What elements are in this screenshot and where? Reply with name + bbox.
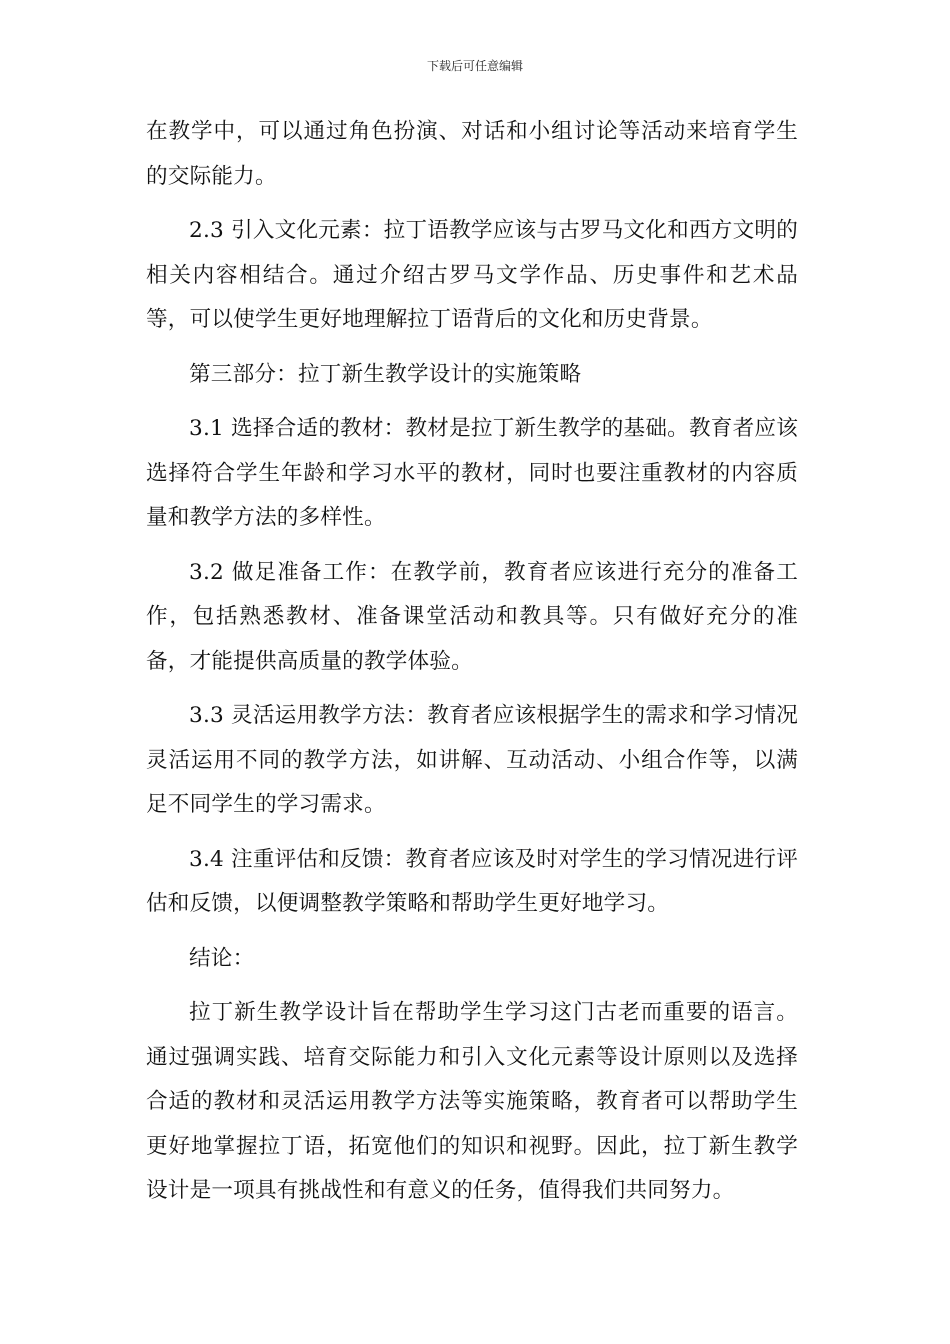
paragraph-3-2: 3.2 做足准备工作：在教学前，教育者应该进行充分的准备工作，包括熟悉教材、准备课堂活动和教具等。只有做好充分的准备，才能提供高质量的教学体验。	[146, 559, 798, 674]
paragraph-3-3: 3.3 灵活运用教学方法：教育者应该根据学生的需求和学习情况灵活运用不同的教学方法，如讲解、互动活动、小组合作等，以满足不同学生的学习需求。	[146, 703, 798, 817]
paragraph-3-1: 3.1 选择合适的教材：教材是拉丁新生教学的基础。教育者应该选择符合学生年龄和学习水平的教材，同时也要注重教材的内容质量和教学方法的多样性。	[146, 416, 798, 530]
page-header: 下载后可任意编辑	[426, 59, 523, 73]
section-heading-conclusion: 结论：	[189, 945, 255, 971]
paragraph-continuation: 在教学中，可以通过角色扮演、对话和小组讨论等活动来培育学生的交际能力。	[146, 119, 798, 189]
document-body	[146, 110, 798, 1224]
section-heading-part-3: 第三部分：拉丁新生教学设计的实施策略	[189, 361, 582, 387]
paragraph-conclusion: 拉丁新生教学设计旨在帮助学生学习这门古老而重要的语言。通过强调实践、培育交际能力和引入文化元素等设计原则以及选择合适的教材和灵活运用教学方法等实施策略，教育者可以帮助学生更好地掌握拉丁语，拓宽他们的知识和视野。因此，拉丁新生教学设计是一项具有挑战性和有意义的任务，值得我们共同努力。	[146, 1000, 798, 1203]
paragraph-2-3: 2.3 引入文化元素：拉丁语教学应该与古罗马文化和西方文明的相关内容相结合。通过介绍古罗马文学作品、历史事件和艺术品等，可以使学生更好地理解拉丁语背后的文化和历史背景。	[146, 218, 798, 332]
paragraph-3-4: 3.4 注重评估和反馈：教育者应该及时对学生的学习情况进行评估和反馈，以便调整教学策略和帮助学生更好地学习。	[146, 846, 798, 916]
